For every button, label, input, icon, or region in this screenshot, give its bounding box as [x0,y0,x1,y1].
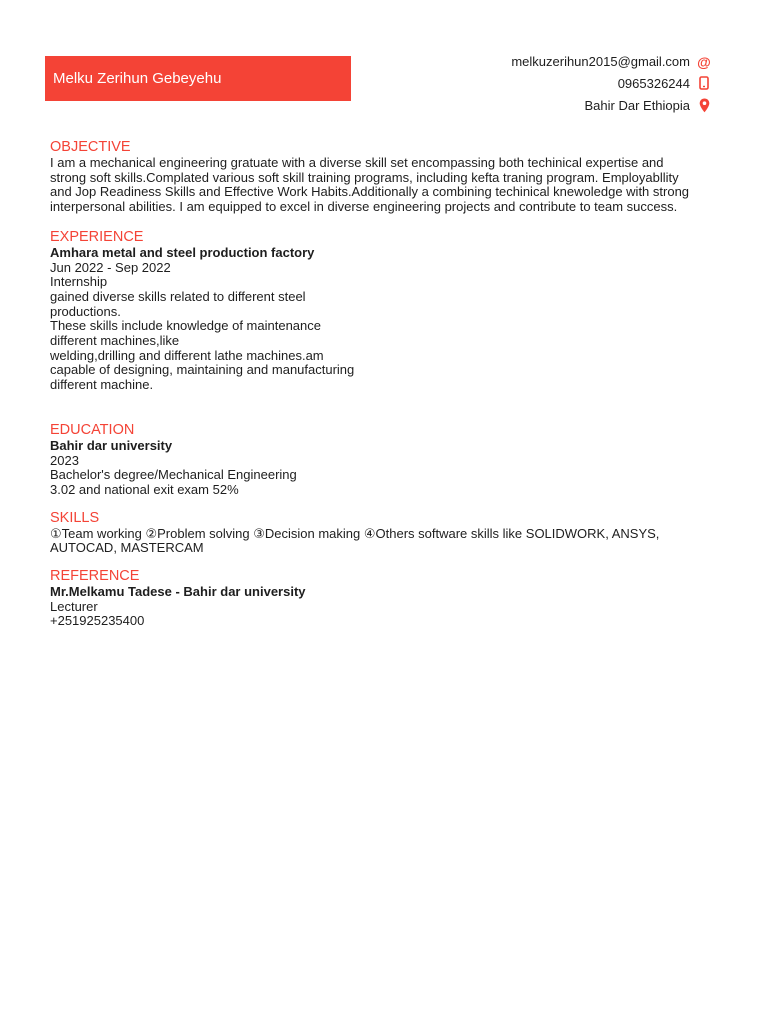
experience-desc-line: different machine. [50,377,154,393]
contact-location [511,98,712,120]
phone-icon [696,76,712,90]
experience-desc-line: different machines,like [50,333,180,349]
reference-name: Mr.Melkamu Tadese - Bahir dar university [50,584,306,600]
contact-phone [511,76,712,98]
resume-body [50,139,730,629]
reference-phone: +251925235400 [50,613,145,629]
skills-title: SKILLS [50,509,100,526]
experience-desc-line: capable of designing, maintaining and manufacturing [50,362,355,378]
objective-line: and Jop Readiness Skills and Effective Work Habits.Additionally a combining techinical knewoledge with strong [50,184,690,200]
experience-description [50,290,380,393]
education-section [50,422,730,498]
objective-title: OBJECTIVE [50,139,131,155]
reference-position: Lecturer [50,598,98,614]
education-grade: 3.02 and national exit exam 52% [50,481,239,497]
experience-desc-line: productions. [50,303,121,319]
objective-line: interpersonal abilities. I am equipped to excel in diverse engineering projects and contribute to team success. [50,199,678,215]
name-banner [45,56,351,101]
at-icon: @ [697,54,711,70]
reference-title: REFERENCE [50,568,140,585]
contact-info [511,54,712,120]
skills-section [50,510,730,556]
location-text: Bahir Dar Ethiopia [584,98,690,113]
experience-desc-line: gained diverse skills related to different steel [50,288,306,304]
contact-email [511,54,712,76]
experience-company: Amhara metal and steel production factory [50,244,315,260]
experience-section [50,229,730,393]
experience-desc-line: welding,drilling and different lathe machines.am [50,347,324,363]
skills-line: AUTOCAD, MASTERCAM [50,540,204,556]
education-institution: Bahir dar university [50,437,173,453]
experience-desc-line: These skills include knowledge of maintenance [50,318,321,334]
education-year: 2023 [50,452,79,468]
objective-line: strong soft skills.Complated various soft skill training programs, including kefta traning program. Employabllity [50,169,679,185]
experience-role: Internship [50,274,108,290]
objective-line: I am a mechanical engineering gratuate with a diverse skill set encompassing both techinical expertise and [50,155,664,170]
experience-dates: Jun 2022 - Sep 2022 [50,259,171,275]
location-pin-icon [696,98,712,113]
phone-text: 0965326244 [617,76,690,91]
email-text: melkuzerihun2015@gmail.com [511,54,690,69]
education-degree: Bachelor's degree/Mechanical Engineering [50,467,297,483]
applicant-name: Melku Zerihun Gebeyehu [53,70,222,87]
experience-title: EXPERIENCE [50,228,144,245]
reference-section [50,568,730,629]
skills-line: ①Team working ②Problem solving ③Decision making ④Others software skills like SOLIDWORK, ANSYS, [50,525,660,541]
education-title: EDUCATION [50,421,135,438]
objective-section [50,139,730,215]
